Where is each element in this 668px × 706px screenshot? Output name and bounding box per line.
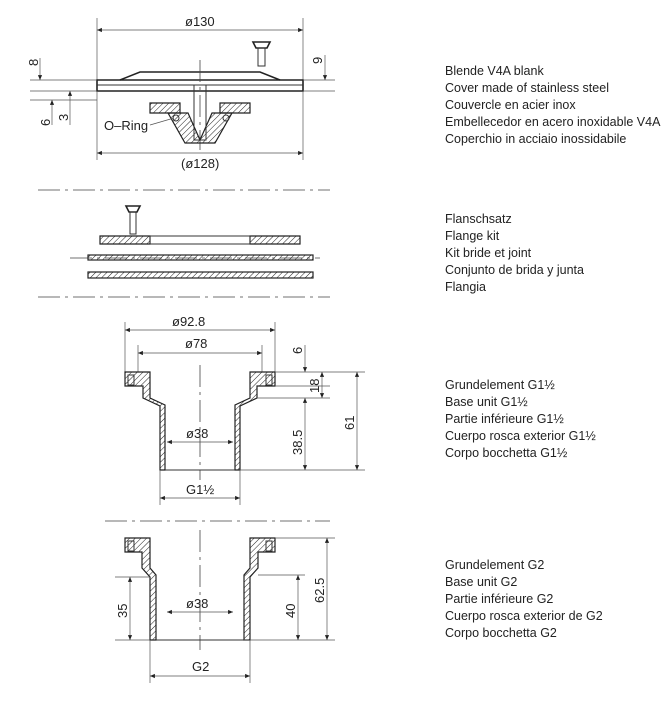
caption-line: Grundelement G2 [445, 558, 545, 572]
dim-g2-thread: G2 [192, 659, 210, 674]
base-g2-caption [445, 557, 603, 642]
dim-g2-35: 35 [115, 603, 130, 618]
dim-cover-inner-diameter: (ø128) [181, 156, 220, 171]
caption-line: Cuerpo rosca exterior G1½ [445, 429, 596, 443]
caption-line: Partie inférieure G2 [445, 592, 554, 606]
dim-base-61: 61 [342, 415, 357, 430]
dim-base-top-diameter: ø78 [185, 336, 208, 351]
dim-base-38-5: 38.5 [290, 429, 305, 455]
caption-line: Flange kit [445, 229, 500, 243]
caption-line: Corpo bocchetta G1½ [445, 446, 568, 460]
dim-base-6: 6 [290, 346, 305, 354]
dim-cover-9: 9 [310, 56, 325, 64]
caption-line: Couvercle en acier inox [445, 98, 576, 112]
dim-cover-6: 6 [38, 118, 53, 126]
base-g1-5-drawing [125, 314, 365, 505]
caption-line: Blende V4A blank [445, 64, 544, 78]
caption-line: Cuerpo rosca exterior de G2 [445, 609, 603, 623]
caption-line: Coperchio in acciaio inossidabile [445, 132, 627, 146]
caption-line: Corpo bocchetta G2 [445, 626, 557, 640]
dim-cover-3: 3 [56, 113, 71, 121]
caption-line: Kit bride et joint [445, 246, 532, 260]
flange-kit-drawing [70, 206, 320, 278]
caption-line: Flangia [445, 280, 486, 294]
dim-base-thread: G1½ [186, 482, 215, 497]
caption-line: Conjunto de brida y junta [445, 263, 584, 277]
cover-caption [445, 63, 660, 148]
base-g1-5-caption [445, 377, 596, 462]
caption-line: Base unit G2 [445, 575, 518, 589]
screw-icon [253, 42, 270, 66]
cover-drawing [26, 14, 335, 171]
screw-icon [126, 206, 140, 234]
base-g2-drawing [115, 530, 335, 683]
caption-line: Embellecedor en acero inoxidable V4A [445, 115, 661, 129]
caption-line: Partie inférieure G1½ [445, 412, 564, 426]
dim-base-bore: ø38 [186, 426, 209, 441]
dim-base-outer-diameter: ø92.8 [172, 314, 206, 329]
caption-line: Grundelement G1½ [445, 378, 555, 392]
flange-caption [445, 211, 584, 296]
dim-cover-8: 8 [26, 58, 41, 66]
dim-g2-40: 40 [283, 603, 298, 618]
dim-cover-diameter: ø130 [185, 14, 215, 29]
caption-line: Base unit G1½ [445, 395, 528, 409]
dim-g2-bore: ø38 [186, 596, 209, 611]
dim-g2-62-5: 62.5 [312, 577, 327, 603]
label-oring: O–Ring [104, 118, 149, 133]
caption-line: Cover made of stainless steel [445, 81, 609, 95]
dim-base-18: 18 [307, 378, 322, 393]
caption-line: Flanschsatz [445, 212, 512, 226]
